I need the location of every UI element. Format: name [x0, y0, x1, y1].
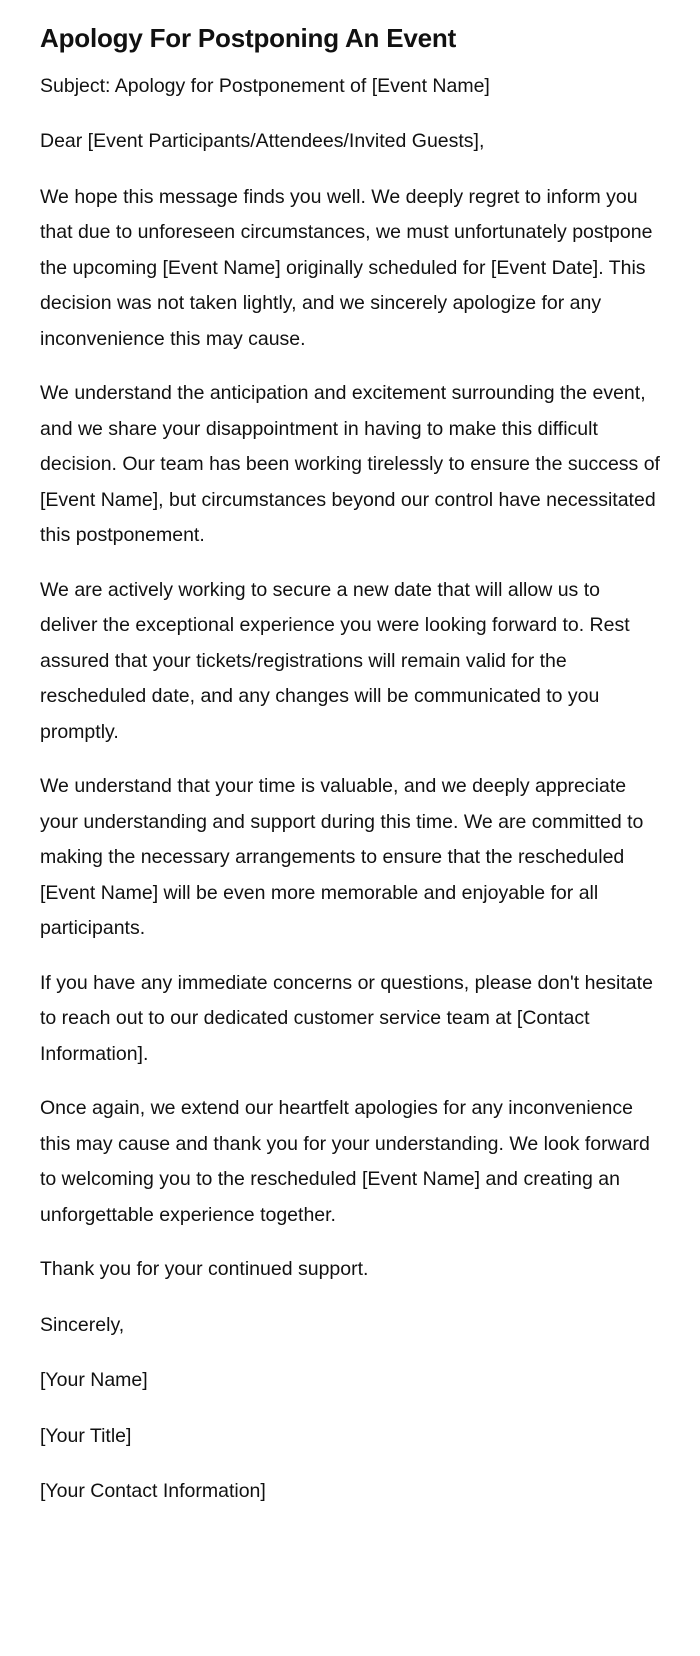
subject-line: Subject: Apology for Postponement of [Event Name] — [40, 74, 490, 97]
signature-contact: [Your Contact Information] — [40, 1480, 266, 1502]
body-paragraph-1: We hope this message finds you well. We deeply regret to inform you that due to unforeseen circumstances, we must unfortunately postpone the upcoming [Event Name] originally scheduled for [Event Date]. This decision was not taken lightly, and we sincerely apologize for any inconvenience this may cause. — [40, 185, 653, 350]
signoff: Sincerely, — [40, 1313, 125, 1336]
body-paragraph-6: Once again, we extend our heartfelt apologies for any inconvenience this may cause and thank you for your understanding. We look forward to welcoming you to the rescheduled [Event Name] and creating an unforgettable experience together. — [40, 1097, 650, 1226]
signature-title: [Your Title] — [40, 1424, 132, 1447]
page-title: Apology For Postponing An Event — [40, 23, 457, 53]
body-paragraph-5: If you have any immediate concerns or questions, please don't hesitate to reach out to our dedicated customer service team at [Contact Information]. — [40, 971, 653, 1065]
body-paragraph-2: We understand the anticipation and excitement surrounding the event, and we share your disappointment in having to make this difficult decision. Our team has been working tirelessly to ensure the success of [Event Name], but circumstances beyond our control have necessitated this postponement. — [40, 382, 660, 546]
signature-name: [Your Name] — [40, 1369, 148, 1391]
closing-line: Thank you for your continued support. — [40, 1258, 369, 1280]
salutation: Dear [Event Participants/Attendees/Invited Guests], — [40, 130, 485, 152]
body-paragraph-4: We understand that your time is valuable, and we deeply appreciate your understanding and support during this time. We are committed to making the necessary arrangements to ensure that the rescheduled [Event Name] will be even more memorable and enjoyable for all participants. — [40, 775, 644, 939]
body-paragraph-3: We are actively working to secure a new date that will allow us to deliver the exceptional experience you were looking forward to. Rest assured that your tickets/registrations will remain valid for the rescheduled date, and any changes will be communicated to you promptly. — [40, 578, 630, 743]
